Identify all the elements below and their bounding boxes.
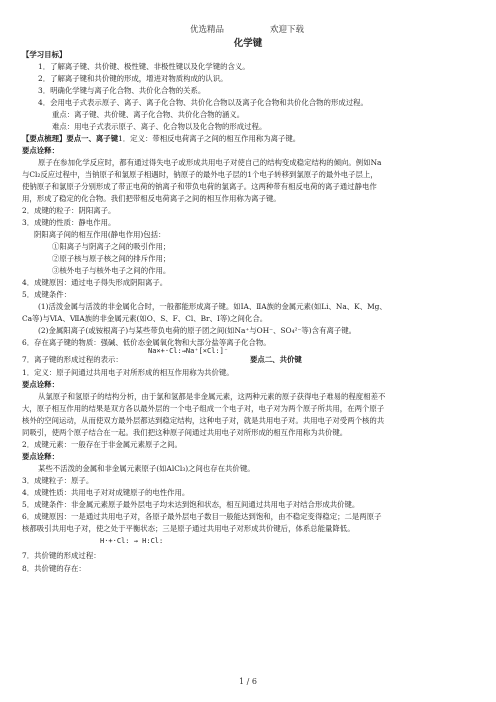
explain-label: 要点诠释： <box>22 452 59 461</box>
bonding-condition: 5．成键条件：非金属元素原子最外层电子均未达到饱和状态，相互间通过共用电子对结合形成共价键。 <box>22 500 360 509</box>
bonding-cause: 6．成键原因：一是通过共用电子对，各原子最外层电子数目一般能达到饱和，由不稳定变得稳定；二是两原子 <box>22 512 382 521</box>
covalent-explain: 从氯原子和氢原子的结构分析，由于氯和氢都是非金属元素，这两种元素的原子获得电子难易的程度相差不 <box>38 392 386 401</box>
goal-item: 4．会用电子式表示原子、离子、离子化合物、共价化合物以及离子化合物和共价化合物的形成过程。 <box>38 98 368 107</box>
condition-2: (2)金属阳离子(或铵根离子)与某些带负电荷的原子团之间(如Na⁺与OH⁻、SO₄²⁻等)含有离子键。 <box>38 326 357 335</box>
goal-item: 1．了解离子键、共价键、极性键、非极性键以及化学键的含义。 <box>38 62 250 71</box>
bonding-nature: 4．成键性质：共用电子对对成键原子的电性作用。 <box>22 488 190 497</box>
covalent-explain: 同吸引，使两个原子结合在一起。我们把这种原子间通过共用电子对所形成的相互作用称为共价键。 <box>22 428 348 437</box>
covalent-explain: 大，原子相互作用的结果是双方各以最外层的一个电子组成一个电子对，电子对为两个原子所共用，在两个原子 <box>22 404 385 413</box>
bonding-particles: 3．成键粒子：原子。 <box>22 476 94 485</box>
goal-item: 2．了解离子键和共价键的形成，增进对物质构成的认识。 <box>38 74 228 83</box>
goal-item: 3．明确化学键与离子化合物、共价化合物的关系。 <box>38 86 206 95</box>
ionic-substances: 6．存在离子键的物质：强碱、低价态金属氧化物和大部分盐等离子化合物。 <box>22 338 271 347</box>
key-point: 重点：离子键、共价键、离子化合物、共价化合物的涵义。 <box>52 110 245 119</box>
bonding-cause: 4．成键原因：通过电子得失形成阴阳离子。 <box>22 278 168 287</box>
ionic-section-heading: 【要点梳理】要点一、离子键 <box>22 134 119 143</box>
bonding-elements: 2．成键元素：一般存在于非金属元素原子之间。 <box>22 440 182 449</box>
condition-1: (1)活泼金属与活泼的非金属化合时，一般都能形成离子键。如IA、ⅡA族的金属元素(如Li、Na、K、Mg、 <box>38 302 387 311</box>
ionic-definition: 1．定义：带相反电荷离子之间的相互作用称为离子键。 <box>118 134 301 143</box>
explain-label: 要点诠释： <box>22 146 59 155</box>
page-title: 化学键 <box>233 38 263 49</box>
nature-item: ②原子核与原子核之间的排斥作用； <box>52 254 171 263</box>
header-left: 优选精品 <box>190 25 225 35</box>
bonding-cause-cont: 核都吸引共用电子对，使之处于平衡状态；三是原子通过共用电子对形成共价键后，体系总能量降低。 <box>22 524 355 533</box>
covalent-formation-label: 7．共价键的形成过程： <box>22 551 101 560</box>
ionic-explain: 与Cl₂反应过程中，当钠原子和氯原子相遇时，钠原子的最外电子层的1个电子转移到氯原子的最外电子层上， <box>22 170 378 179</box>
covalent-explain-2: 某些不活泼的金属和非金属元素原子(如AlCl₃)之间也存在共价键。 <box>38 464 255 473</box>
nature-item: ①阳离子与阴离子之间的吸引作用； <box>52 242 171 251</box>
covalent-explain: 核外的空间运动，从而使双方最外层都达到稳定结构，这种电子对，就是共用电子对。共用电子对受两个核的共 <box>22 416 385 425</box>
bonding-condition: 5．成键条件： <box>22 290 72 299</box>
ionic-section-line <box>22 134 496 144</box>
condition-1-cont: Ca等)与ⅥA、ⅦA族的非金属元素(如O、S、F、Cl、Br、I等)之间化合。 <box>22 314 268 323</box>
covalent-formation-formula: H·+·Cl: → H:Cl: <box>100 537 164 545</box>
covalent-section-heading: 要点二、共价键 <box>250 355 302 364</box>
explain-label: 要点诠释： <box>22 380 59 389</box>
page-number: 1 / 6 <box>239 677 257 686</box>
bonding-nature: 3．成键的性质：静电作用。 <box>22 218 116 227</box>
ionic-explain: 使钠原子和氯原子分别形成了带正电荷的钠离子和带负电荷的氯离子。这两种带有相反电荷的离子通过静电作 <box>22 182 377 191</box>
covalent-definition: 1．定义：原子间通过共用电子对所形成的相互作用称为共价键。 <box>22 368 234 377</box>
learning-goals-heading: 【学习目标】 <box>22 50 67 59</box>
header-right: 欢迎下载 <box>270 25 305 35</box>
bonding-nature-sub: 阴阳离子间的相互作用(静电作用)包括： <box>34 230 166 239</box>
ionic-explain: 用，形成了稳定的化合物。我们把带相反电荷离子之间的相互作用称为离子键。 <box>22 194 281 203</box>
difficulty: 难点：用电子式表示原子、离子、化合物以及化合物的形成过程。 <box>52 122 267 131</box>
ionic-explain: 原子在参加化学反应时，都有通过得失电子或形成共用电子对使自己的结构变成稳定结构的倾向。例如Na <box>38 158 382 167</box>
nature-item: ③核外电子与核外电子之间的作用。 <box>52 266 171 275</box>
ionic-formation-label: 7．离子键的形成过程的表示： <box>22 355 123 364</box>
ionic-formation-formula: Na×+·Cl:→Na⁺[×Cl:]⁻ <box>148 347 229 355</box>
covalent-existence: 8．共价键的存在： <box>22 564 86 573</box>
bonding-particles: 2．成键的粒子：阴阳离子。 <box>22 206 116 215</box>
